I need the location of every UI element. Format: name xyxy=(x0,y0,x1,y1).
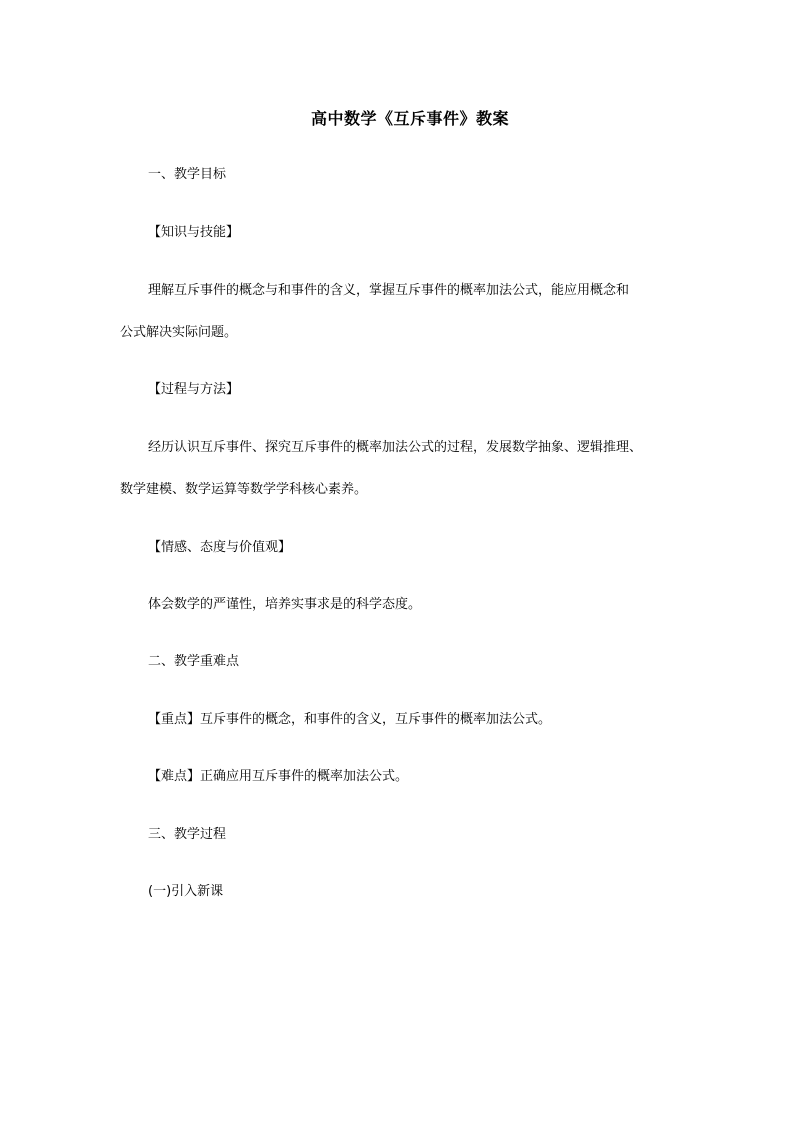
paragraph-knowledge-line1: 理解互斥事件的概念与和事件的含义，掌握互斥事件的概率加法公式，能应用概念和 xyxy=(148,283,630,298)
paragraph-difficult-point: 【难点】正确应用互斥事件的概率加法公式。 xyxy=(148,769,409,784)
section-heading-teaching-process: 三、教学过程 xyxy=(148,827,227,842)
paragraph-knowledge-line2: 公式解决实际问题。 xyxy=(120,325,238,340)
section-heading-key-difficult: 二、教学重难点 xyxy=(148,654,240,669)
subsection-heading-introduction: (一)引入新课 xyxy=(148,884,224,899)
paragraph-process-line2: 数学建模、数学运算等数学学科核心素养。 xyxy=(120,482,368,497)
paragraph-emotion: 体会数学的严谨性，培养实事求是的科学态度。 xyxy=(148,597,422,612)
section-heading-objectives: 一、教学目标 xyxy=(148,167,227,182)
paragraph-key-point: 【重点】互斥事件的概念，和事件的含义，互斥事件的概率加法公式。 xyxy=(148,712,552,727)
paragraph-process-line1: 经历认识互斥事件、探究互斥事件的概率加法公式的过程，发展数学抽象、逻辑推理、 xyxy=(148,440,643,455)
subheading-process-method: 【过程与方法】 xyxy=(148,382,240,397)
document-title: 高中数学《互斥事件》教案 xyxy=(310,109,509,128)
subheading-knowledge-skills: 【知识与技能】 xyxy=(148,225,240,240)
subheading-emotion-attitude: 【情感、态度与价值观】 xyxy=(148,540,292,555)
